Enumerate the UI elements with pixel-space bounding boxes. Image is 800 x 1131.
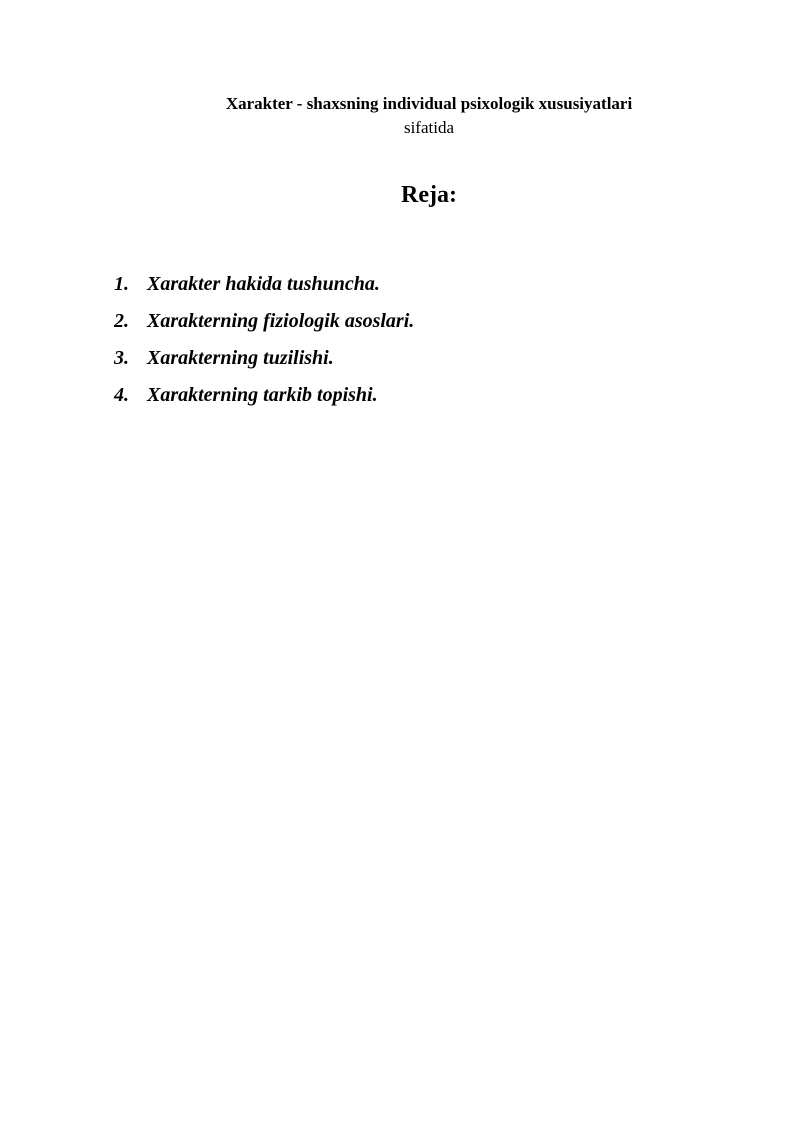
plan-item-1 — [114, 266, 414, 303]
title-line-2: sifatida — [403, 118, 455, 137]
document-title — [0, 92, 800, 140]
plan-item-number: 2. — [114, 310, 129, 332]
plan-item-2 — [114, 303, 414, 340]
plan-item-text: Xarakterning tarkib topishi. — [147, 384, 378, 406]
plan-item-number: 3. — [114, 347, 129, 369]
plan-heading: Reja: — [401, 182, 457, 208]
plan-item-number: 4. — [114, 384, 129, 406]
plan-item-text: Xarakter hakida tushuncha. — [147, 273, 380, 295]
plan-item-4 — [114, 377, 414, 414]
plan-item-text: Xarakterning tuzilishi. — [147, 347, 334, 369]
plan-list — [114, 266, 414, 414]
plan-item-text: Xarakterning fiziologik asoslari. — [147, 310, 415, 332]
plan-item-number: 1. — [114, 273, 129, 295]
plan-item-3 — [114, 340, 414, 377]
title-line-1: Xarakter - shaxsning individual psixologik xususiyatlari — [225, 94, 633, 113]
